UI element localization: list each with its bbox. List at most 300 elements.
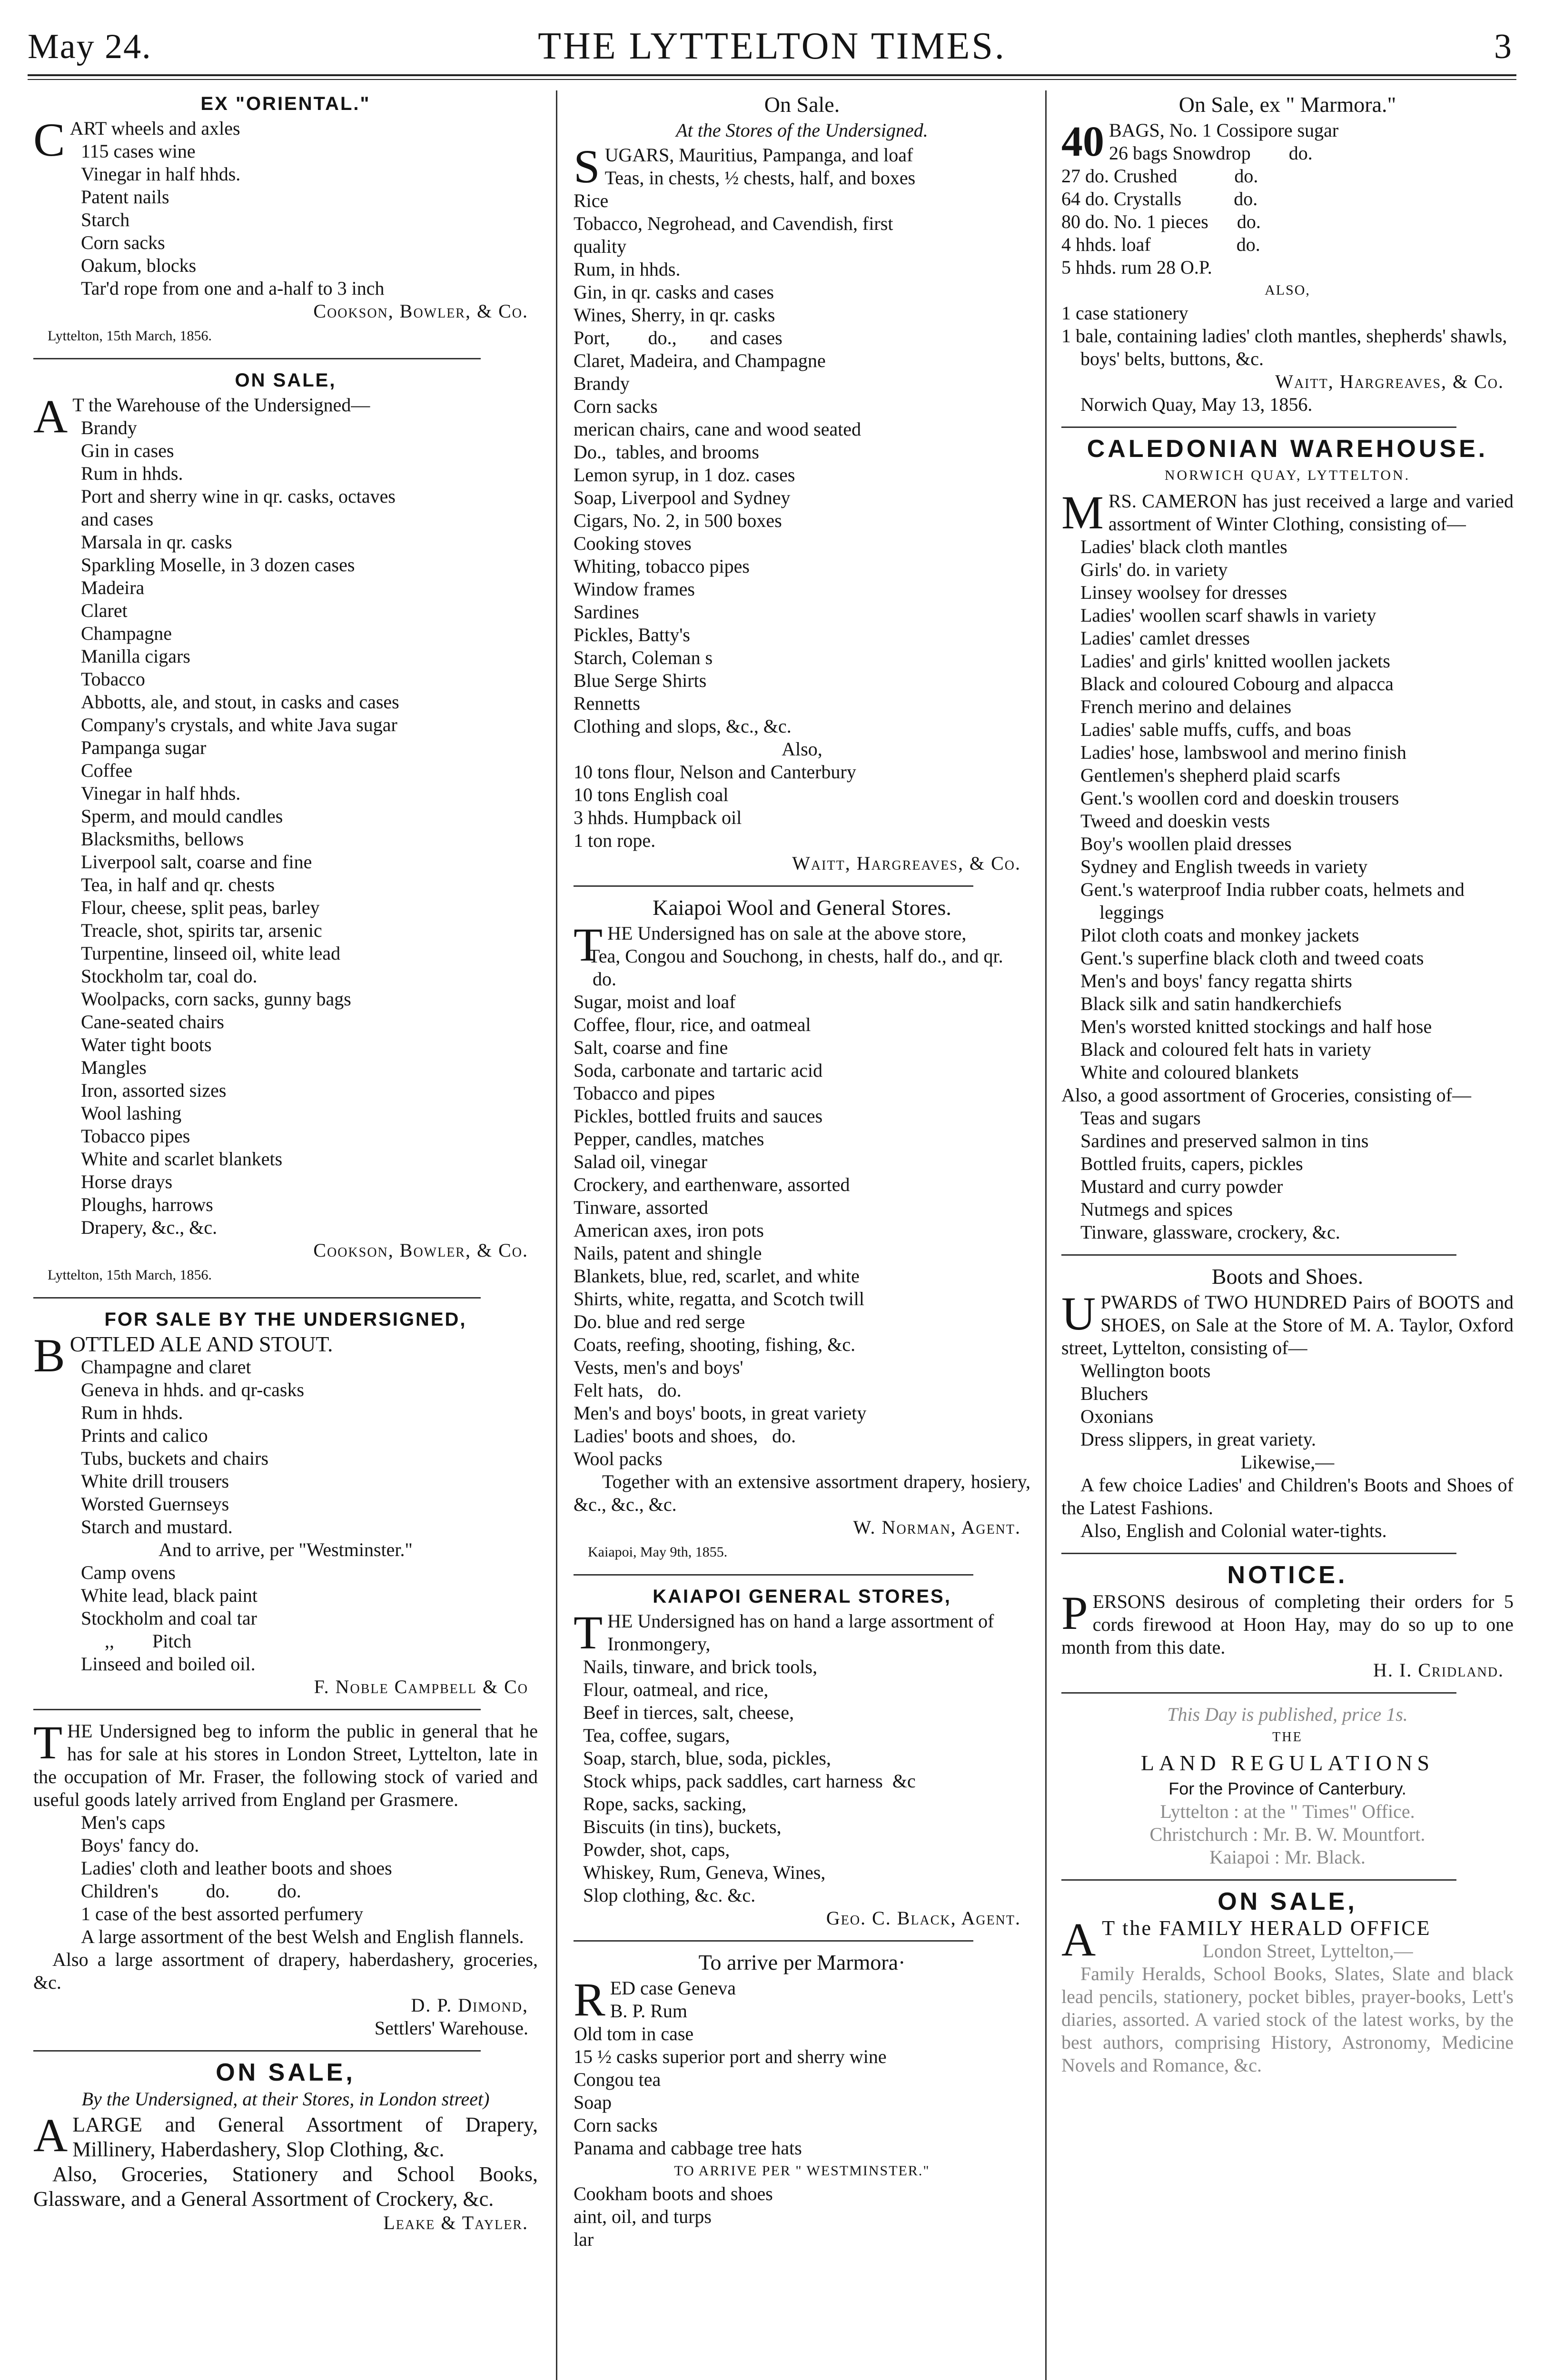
list-item: Wines, Sherry, in qr. casks	[574, 304, 775, 326]
list-item: 15 ½ casks superior port and sherry wine	[574, 2046, 887, 2067]
ad-heading: EX "ORIENTAL."	[200, 93, 371, 114]
item-list	[1061, 302, 1514, 370]
ad-heading: NOTICE.	[1227, 1561, 1348, 1589]
list-item: American axes, iron pots	[574, 1220, 764, 1241]
drop-cap: A	[33, 2109, 68, 2162]
ad-date: Kaiapoi, May 9th, 1855.	[588, 1544, 728, 1560]
list-item: White lead, black paint	[81, 1585, 257, 1606]
list-item: Window frames	[574, 578, 695, 600]
column-divider	[556, 90, 557, 2380]
list-item: Oakum, blocks	[81, 255, 197, 276]
item-list	[574, 167, 1030, 738]
ad-kaiapoi-general	[574, 1585, 1030, 1930]
list-item: Powder, shot, caps,	[583, 1839, 730, 1860]
list-item: Slop clothing, &c. &c.	[583, 1884, 756, 1906]
list-item: Sardines	[574, 601, 639, 623]
ad-heading: KAIAPOI GENERAL STORES,	[653, 1586, 951, 1607]
ad-signature: F. Noble Campbell & Co	[314, 1676, 528, 1697]
ad-first-line: OTTLED ALE AND STOUT.	[69, 1332, 333, 1356]
list-item: Blacksmiths, bellows	[81, 828, 244, 850]
list-item: 10 tons flour, Nelson and Canterbury	[574, 761, 856, 783]
ad-boots-and-shoes	[1061, 1265, 1514, 1542]
ad-heading: Boots and Shoes.	[1211, 1264, 1364, 1289]
list-item: White drill trousers	[81, 1470, 229, 1492]
column-2	[574, 90, 1030, 2380]
ad-waitt-on-sale	[574, 93, 1030, 875]
list-item: Mustard and curry powder	[1080, 1176, 1283, 1197]
list-item: Teas and sugars	[1080, 1107, 1201, 1129]
ad-first-line: T the FAMILY HERALD OFFICE	[1102, 1916, 1431, 1940]
list-item: 1 ton rope.	[574, 830, 656, 851]
ad-separator	[1061, 1553, 1456, 1554]
list-item: 115 cases wine	[81, 140, 196, 162]
list-item: Panama and cabbage tree hats	[574, 2137, 802, 2159]
list-item: Treacle, shot, spirits tar, arsenic	[81, 920, 322, 941]
list-item: 1 case stationery	[1061, 302, 1188, 324]
list-item: Children's do. do.	[81, 1880, 301, 1902]
list-item: Do., tables, and brooms	[574, 441, 759, 463]
list-item: Rum in hhds.	[81, 463, 183, 484]
list-item: Ladies' cloth and leather boots and shoes	[81, 1857, 392, 1879]
list-item: 1 case of the best assorted perfumery	[81, 1903, 364, 1924]
list-item: Cane-seated chairs	[81, 1011, 224, 1032]
list-item: Stockholm and coal tar	[81, 1607, 257, 1629]
issue-date: May 24.	[28, 27, 152, 66]
list-item: Marsala in qr. casks	[81, 531, 232, 553]
ad-body: HE Undersigned beg to inform the public in general that he has for sale at his stores in London Street, Lyttelton, late in the occupation of Mr. Fraser, the following stock of varied and useful goods lately arrived from England per Grasmere.	[33, 1720, 538, 1810]
ad-heading: ON SALE,	[1217, 1888, 1357, 1915]
list-item: Sugar, moist and loaf	[574, 991, 736, 1012]
list-item: Salt, coarse and fine	[574, 1037, 728, 1058]
list-item: Whiskey, Rum, Geneva, Wines,	[583, 1862, 826, 1883]
list-item: Rum in hhds.	[81, 1402, 183, 1423]
list-item: Brandy	[574, 373, 630, 394]
ad-separator	[33, 2050, 481, 2052]
list-item: Tea, coffee, sugars,	[583, 1725, 730, 1746]
ad-subheading: At the Stores of the Undersigned.	[676, 119, 928, 141]
item-list	[33, 1561, 538, 1676]
ad-signature: Cookson, Bowler, & Co.	[313, 300, 528, 322]
list-item: Starch	[81, 209, 130, 230]
ad-date: Norwich Quay, May 13, 1856.	[1080, 394, 1313, 415]
ad-also: Also,	[782, 738, 822, 760]
list-item: Corn sacks	[574, 396, 658, 417]
ad-heading: To arrive per Marmora·	[698, 1950, 906, 1974]
ad-ex-oriental	[33, 92, 538, 347]
list-item: Ladies' camlet dresses	[1080, 627, 1250, 649]
ad-separator	[1061, 1692, 1456, 1694]
list-item: Brandy	[81, 417, 137, 438]
ad-separator	[574, 885, 973, 887]
list-item: Tea, in half and qr. chests	[81, 874, 275, 895]
item-list	[1061, 1359, 1514, 1451]
drop-cap: U	[1061, 1287, 1096, 1340]
list-item: Mangles	[81, 1057, 147, 1078]
list-item: Men's caps	[81, 1812, 166, 1833]
list-item: Biscuits (in tins), buckets,	[583, 1816, 782, 1837]
list-item: Linsey woolsey for dresses	[1080, 582, 1287, 603]
list-item: Coffee	[81, 760, 133, 781]
ad-first-line: PWARDS of TWO HUNDRED Pairs of BOOTS and SHOES, on Sale at the Store of M. A. Taylor, Oxford street, Lyttelton, consisting of—	[1061, 1291, 1514, 1359]
list-item: Boy's woollen plaid dresses	[1080, 833, 1292, 854]
list-item: Clothing and slops, &c., &c.	[574, 715, 792, 737]
ad-separator	[1061, 426, 1456, 428]
ad-separator	[574, 1574, 973, 1576]
list-item: Rice	[574, 190, 609, 211]
list-item: 26 bags Snowdrop do.	[1109, 142, 1313, 164]
ad-first-line: BAGS, No. 1 Cossipore sugar	[1109, 119, 1339, 141]
ad-separator	[574, 1940, 973, 1942]
list-item: Gent.'s superfine black cloth and tweed coats	[1080, 947, 1424, 969]
list-item: Ladies' hose, lambswool and merino finish	[1080, 742, 1406, 763]
ad-subheading: For the Province of Canterbury.	[1168, 1779, 1406, 1798]
list-item: 80 do. No. 1 pieces do.	[1061, 211, 1261, 232]
list-item: Claret, Madeira, and Champagne	[574, 350, 826, 371]
item-list	[33, 140, 538, 300]
item-list	[1061, 1107, 1514, 1244]
ad-notice	[1061, 1561, 1514, 1682]
list-item: lar	[574, 2229, 594, 2250]
list-item: Wellington boots	[1080, 1360, 1211, 1381]
list-item: Starch and mustard.	[81, 1516, 233, 1537]
ad-family-herald	[1061, 1890, 1514, 2077]
drop-cap: R	[574, 1973, 605, 2026]
list-item: Ladies' and girls' knitted woollen jackets	[1080, 650, 1390, 672]
item-list	[574, 1633, 1030, 1907]
list-item: 4 hhds. loaf do.	[1061, 234, 1260, 255]
list-item: Black and coloured felt hats in variety	[1080, 1039, 1371, 1060]
page-number: 3	[1494, 27, 1512, 66]
list-item: Oxonians	[1080, 1406, 1154, 1427]
list-item: Gentlemen's shepherd plaid scarfs	[1080, 764, 1340, 786]
ad-signature: Waitt, Hargreaves, & Co.	[792, 853, 1021, 874]
ad-ex-marmora	[1061, 93, 1514, 416]
list-item: Dress slippers, in great variety.	[1080, 1428, 1316, 1450]
list-item: Manilla cigars	[81, 645, 190, 667]
drop-cap: S	[574, 140, 600, 193]
list-item: Drapery, &c., &c.	[81, 1217, 218, 1238]
list-item: Tinware, assorted	[574, 1197, 708, 1218]
list-item: Tobacco and pipes	[574, 1082, 715, 1104]
list-item: Coats, reefing, shooting, fishing, &c.	[574, 1334, 856, 1355]
item-list	[1061, 142, 1514, 279]
ad-heading: On Sale, ex " Marmora."	[1178, 92, 1396, 117]
list-item: Do. blue and red serge	[574, 1311, 745, 1332]
list-item: and cases	[81, 508, 154, 530]
ad-also: Also, English and Colonial water-tights.	[1080, 1520, 1387, 1541]
list-item: Soap, Liverpool and Sydney	[574, 487, 791, 508]
list-item: Sperm, and mould candles	[81, 805, 283, 827]
list-item: White and coloured blankets	[1080, 1061, 1299, 1083]
list-item: Felt hats, do.	[574, 1379, 682, 1401]
list-item: Soap	[574, 2092, 612, 2113]
list-item: Nails, patent and shingle	[574, 1242, 762, 1264]
list-item: Pepper, candles, matches	[574, 1128, 764, 1150]
list-item: Christchurch : Mr. B. W. Mountfort.	[1149, 1824, 1425, 1845]
list-item: Cigars, No. 2, in 500 boxes	[574, 510, 782, 531]
ad-heading: LAND REGULATIONS	[1140, 1751, 1435, 1775]
ad-heading: FOR SALE BY THE UNDERSIGNED,	[104, 1309, 467, 1330]
ad-signature-line2: Settlers' Warehouse.	[374, 2017, 528, 2039]
list-item: Tobacco pipes	[81, 1125, 190, 1147]
list-item: Bluchers	[1080, 1383, 1148, 1404]
list-item: Claret	[81, 600, 128, 621]
masthead-rule-thin	[28, 79, 1516, 80]
list-item: Flour, oatmeal, and rice,	[583, 1679, 769, 1700]
list-item: Blankets, blue, red, scarlet, and white	[574, 1265, 860, 1287]
ad-also: Also, a good assortment of Groceries, consisting of—	[1061, 1084, 1471, 1106]
list-item: Linseed and boiled oil.	[81, 1653, 256, 1675]
list-item: Crockery, and earthenware, assorted	[574, 1174, 850, 1195]
list-item: Vinegar in half hhds.	[81, 783, 241, 804]
list-item: Sardines and preserved salmon in tins	[1080, 1130, 1369, 1151]
drop-cap: T	[33, 1716, 63, 1769]
list-item: 3 hhds. Humpback oil	[574, 807, 742, 828]
list-item: Wool lashing	[81, 1102, 182, 1124]
list-item: Teas, in chests, ½ chests, half, and boxes	[604, 167, 916, 188]
list-item: Girls' do. in variety	[1080, 559, 1228, 580]
list-item: Ladies' sable muffs, cuffs, and boas	[1080, 719, 1351, 740]
list-item: Black and coloured Cobourg and alpacca	[1080, 673, 1394, 694]
ad-first-line: RS. CAMERON has just received a large and varied assortment of Winter Clothing, consisting of—	[1108, 490, 1514, 535]
ad-separator	[33, 1709, 481, 1710]
list-item: Whiting, tobacco pipes	[574, 555, 750, 577]
list-item: Coffee, flour, rice, and oatmeal	[574, 1014, 811, 1035]
list-item: Woolpacks, corn sacks, gunny bags	[81, 988, 351, 1010]
list-item: Ploughs, harrows	[81, 1194, 213, 1215]
ad-dimond	[33, 1716, 538, 2040]
ad-subheading: London Street, Lyttelton,—	[1202, 1940, 1413, 1962]
list-item: Ladies' boots and shoes, do.	[574, 1425, 796, 1447]
item-list	[574, 2000, 1030, 2160]
list-item: Horse drays	[81, 1171, 173, 1192]
ad-subheading: By the Undersigned, at their Stores, in London street)	[81, 2088, 490, 2110]
list-item: Rum, in hhds.	[574, 258, 681, 280]
ad-signature: W. Norman, Agent.	[853, 1517, 1021, 1538]
list-item: 10 tons English coal	[574, 784, 729, 805]
list-item: Gin in cases	[81, 440, 174, 461]
list-item: Tar'd rope from one and a-half to 3 inch	[81, 278, 385, 299]
ad-first-line: UGARS, Mauritius, Pampanga, and loaf	[604, 144, 913, 166]
list-item: A large assortment of the best Welsh and English flannels.	[81, 1926, 524, 1947]
ad-signature: Leake & Tayler.	[383, 2212, 528, 2233]
list-item: Abbotts, ale, and stout, in casks and cases	[81, 691, 399, 713]
ad-first-line: ED case Geneva	[610, 1977, 736, 1999]
ad-caledonian-warehouse	[1061, 437, 1514, 1244]
list-item: Stock whips, pack saddles, cart harness &c	[583, 1770, 916, 1792]
list-item: 64 do. Crystalls do.	[1061, 188, 1258, 209]
drop-cap: T	[574, 1606, 603, 1659]
list-item: Beef in tierces, salt, cheese,	[583, 1702, 794, 1723]
list-item: 27 do. Crushed do.	[1061, 165, 1258, 187]
list-item: Corn sacks	[81, 232, 165, 253]
ad-heading: ON SALE,	[216, 2059, 356, 2086]
ad-separator	[33, 358, 481, 359]
list-item: Kaiapoi : Mr. Black.	[1209, 1846, 1366, 1868]
ad-subheading: NORWICH QUAY, LYTTELTON.	[1164, 467, 1411, 483]
list-item: quality	[574, 236, 627, 257]
ad-kaiapoi-wool	[574, 896, 1030, 1564]
list-item: Men's and boys' fancy regatta shirts	[1080, 970, 1352, 992]
list-item: Cooking stoves	[574, 533, 692, 554]
ad-first-line: HE Undersigned has on hand a large assortment of	[607, 1610, 994, 1632]
list-item: White and scarlet blankets	[81, 1148, 283, 1170]
newspaper-title: THE LYTTELTON TIMES.	[538, 25, 1006, 67]
list-item: Soda, carbonate and tartaric acid	[574, 1060, 823, 1081]
list-item: Ladies' woollen scarf shawls in variety	[1080, 605, 1376, 626]
drop-cap: A	[33, 390, 68, 443]
item-list	[33, 1811, 538, 1948]
list-item: Old tom in case	[574, 2023, 694, 2044]
list-item: Tobacco, Negrohead, and Cavendish, first	[574, 213, 893, 234]
masthead	[28, 7, 1516, 78]
ad-separator	[1061, 1879, 1456, 1881]
ad-to-arrive-marmora	[574, 1951, 1030, 2251]
list-item: Tubs, buckets and chairs	[81, 1448, 269, 1469]
list-item: Ladies' black cloth mantles	[1080, 536, 1287, 557]
list-item: Water tight boots	[81, 1034, 212, 1055]
column-1	[33, 90, 538, 2380]
masthead-rule	[28, 74, 1516, 76]
list-item: Champagne and claret	[81, 1356, 251, 1378]
ad-heading: Kaiapoi Wool and General Stores.	[653, 895, 951, 920]
ad-first-line: T the Warehouse of the Undersigned—	[72, 394, 370, 416]
ad-heading: On Sale.	[764, 92, 840, 117]
agent-list	[1061, 1800, 1514, 1869]
ad-signature: H. I. Cridland.	[1373, 1659, 1504, 1681]
list-item: Tweed and doeskin vests	[1080, 810, 1270, 832]
ad-first-line: ERSONS desirous of completing their orders for 5 cords firewood at Hoon Hay, may do so up to one month from this date.	[1061, 1591, 1514, 1658]
list-item: Nutmegs and spices	[1080, 1199, 1233, 1220]
list-item: Rope, sacks, sacking,	[583, 1793, 747, 1815]
column-divider	[1045, 90, 1047, 2380]
list-item: Men's and boys' boots, in great variety	[574, 1402, 867, 1424]
list-item: Salad oil, vinegar	[574, 1151, 708, 1172]
ad-signature: D. P. Dimond,	[411, 1994, 528, 2016]
list-item: Gent.'s woollen cord and doeskin trousers	[1080, 787, 1399, 809]
list-item: Congou tea	[574, 2069, 661, 2090]
the-label: THE	[1272, 1730, 1303, 1745]
list-item: Patent nails	[81, 186, 169, 208]
item-list	[574, 2182, 1030, 2251]
list-item: aint, oil, and turps	[574, 2206, 712, 2227]
ad-together: Together with an extensive assortment drapery, hosiery, &c., &c., &c.	[574, 1471, 1030, 1515]
ad-separator	[33, 1297, 481, 1299]
ad-land-regulations	[1061, 1703, 1514, 1869]
list-item: Lemon syrup, in 1 doz. cases	[574, 464, 795, 486]
list-item: Lyttelton : at the " Times" Office.	[1160, 1801, 1415, 1822]
ad-body: LARGE and General Assortment of Drapery, Millinery, Haberdashery, Slop Clothing, &c.	[72, 2113, 538, 2161]
drop-cap: C	[33, 113, 65, 166]
list-item: Nails, tinware, and brick tools,	[583, 1656, 818, 1677]
item-list	[1061, 536, 1514, 1084]
drop-cap: A	[1061, 1913, 1098, 1966]
ad-signature: Waitt, Hargreaves, & Co.	[1275, 371, 1504, 392]
list-item: Ironmongery,	[607, 1633, 711, 1655]
ad-also: Also a large assortment of drapery, haberdashery, groceries, &c.	[33, 1949, 538, 1993]
list-item: Sydney and English tweeds in variety	[1080, 856, 1368, 877]
ad-first-line: ART wheels and axles	[69, 118, 240, 139]
list-item: Geneva in hhds. and qr-casks	[81, 1379, 305, 1400]
list-item: Pickles, bottled fruits and sauces	[574, 1105, 823, 1127]
list-item: Tea, Congou and Souchong, in chests, half do., and qr. do.	[588, 945, 1008, 990]
ad-body: A few choice Ladies' and Children's Boots and Shoes of the Latest Fashions.	[1061, 1474, 1514, 1518]
ad-on-sale-warehouse	[33, 369, 538, 1287]
column-3	[1061, 90, 1514, 2380]
list-item: Blue Serge Shirts	[574, 670, 707, 691]
list-item: French merino and delaines	[1080, 696, 1292, 717]
list-item: Port, do., and cases	[574, 327, 782, 348]
item-list	[33, 416, 538, 1239]
list-item: Tobacco	[81, 668, 145, 690]
list-item: Vinegar in half hhds.	[81, 163, 241, 185]
list-item: Turpentine, linseed oil, white lead	[81, 942, 341, 964]
list-item: B. P. Rum	[610, 2000, 687, 2022]
list-item: Iron, assorted sizes	[81, 1080, 227, 1101]
list-item: Black silk and satin handkerchiefs	[1080, 993, 1342, 1014]
list-item: Stockholm tar, coal do.	[81, 965, 257, 987]
list-item: Tinware, glassware, crockery, &c.	[1080, 1221, 1340, 1243]
ad-heading: CALEDONIAN WAREHOUSE.	[1087, 435, 1488, 463]
list-item: Cookham boots and shoes	[574, 2183, 773, 2204]
list-item: Pilot cloth coats and monkey jackets	[1080, 924, 1359, 946]
ad-also: Also, Groceries, Stationery and School Books, Glassware, and a General Assortment of Crockery, &c.	[33, 2162, 538, 2211]
list-item: Worsted Guernseys	[81, 1493, 229, 1515]
list-item: ,, Pitch	[81, 1630, 192, 1652]
list-item: Champagne	[81, 623, 172, 644]
list-item: Gent.'s waterproof India rubber coats, helmets and leggings	[1080, 879, 1469, 923]
big-number: 40	[1061, 118, 1104, 165]
list-item: Pickles, Batty's	[574, 624, 690, 645]
drop-cap: T	[574, 918, 603, 971]
list-item: Soap, starch, blue, soda, pickles,	[583, 1747, 831, 1769]
list-item: Port and sherry wine in qr. casks, octaves	[81, 486, 396, 507]
list-item: Vests, men's and boys'	[574, 1357, 743, 1378]
ad-date: Lyttelton, 15th March, 1856.	[48, 1267, 212, 1283]
list-item: Wool packs	[574, 1448, 663, 1469]
ad-for-sale-undersigned	[33, 1308, 538, 1698]
item-list	[33, 1356, 538, 1538]
ad-separator	[1061, 1254, 1456, 1256]
list-item: Sparkling Moselle, in 3 dozen cases	[81, 554, 355, 575]
ad-signature: Cookson, Bowler, & Co.	[313, 1240, 528, 1261]
ad-also: ALSO,	[1265, 282, 1310, 298]
ad-heading: ON SALE,	[235, 370, 337, 391]
list-item: Shirts, white, regatta, and Scotch twill	[574, 1288, 864, 1309]
ad-leake-tayler	[33, 2061, 538, 2234]
list-item: Flour, cheese, split peas, barley	[81, 897, 320, 918]
ad-body: Family Heralds, School Books, Slates, Slate and black lead pencils, stationery, pocket bibles, prayer-books, Lett's diaries, assorted. A varied stock of the latest works, by the best authors, comprising History, Astronomy, Medicine Novels and Romance, &c.	[1061, 1963, 1514, 2076]
publish-note: This Day is published, price 1s.	[1167, 1704, 1408, 1725]
list-item: 5 hhds. rum 28 O.P.	[1061, 257, 1212, 278]
list-item: Corn sacks	[574, 2114, 658, 2136]
list-item: 1 bale, containing ladies' cloth mantles, shepherds' shawls, boys' belts, buttons, &c.	[1061, 325, 1512, 369]
ad-first-line: HE Undersigned has on sale at the above store,	[607, 922, 967, 944]
ad-signature: Geo. C. Black, Agent.	[826, 1907, 1021, 1929]
list-item: Rennetts	[574, 693, 640, 714]
list-item: Madeira	[81, 577, 145, 598]
list-item: merican chairs, cane and wood seated	[574, 418, 861, 440]
list-item: Pampanga sugar	[81, 737, 207, 758]
list-item: Gin, in qr. casks and cases	[574, 281, 774, 303]
drop-cap: B	[33, 1329, 65, 1382]
item-list	[574, 945, 1030, 1470]
list-item: Liverpool salt, coarse and fine	[81, 851, 312, 873]
ad-likewise: Likewise,—	[1240, 1451, 1335, 1473]
arrive-note: And to arrive, per "Westminster."	[158, 1539, 413, 1560]
drop-cap: P	[1061, 1587, 1088, 1639]
list-item: Camp ovens	[81, 1562, 176, 1583]
